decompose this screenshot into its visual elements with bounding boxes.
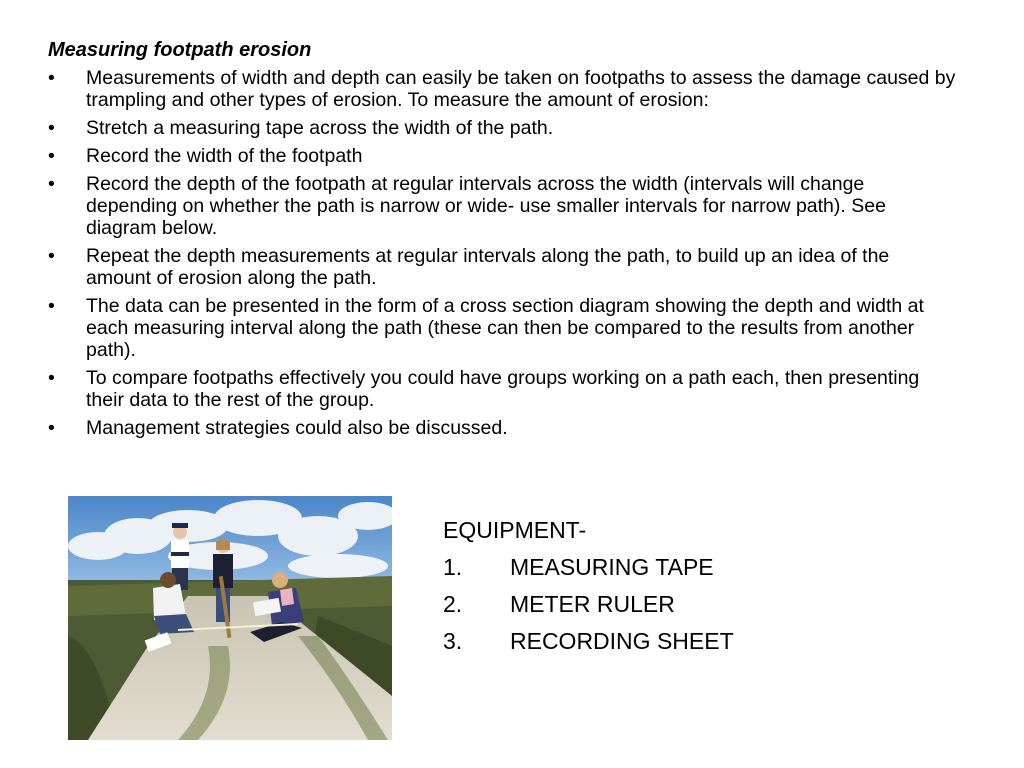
equipment-item-label: METER RULER <box>510 591 675 617</box>
bullet-marker: • <box>48 117 55 139</box>
equipment-item <box>443 623 734 660</box>
bullet-text: The data can be presented in the form of a cross section diagram showing the depth and width at each measuring interval along the path (these can then be compared to the results from another path). <box>86 295 924 361</box>
list-item <box>48 367 958 411</box>
list-item <box>48 173 958 239</box>
equipment-item-number: 3. <box>443 628 463 654</box>
footpath-photo-illustration <box>68 496 392 740</box>
bullet-text: To compare footpaths effectively you could have groups working on a path each, then presenting their data to the rest of the group. <box>86 367 920 411</box>
bullet-marker: • <box>48 145 55 167</box>
equipment-item <box>443 549 714 586</box>
bullet-text: Management strategies could also be discussed. <box>86 417 508 439</box>
list-item <box>48 245 958 289</box>
list-item <box>48 417 958 439</box>
bullet-marker: • <box>48 417 55 439</box>
equipment-item <box>443 586 675 623</box>
equipment-item-number: 1. <box>443 554 463 580</box>
equipment-item-number: 2. <box>443 591 463 617</box>
bullet-text: Record the width of the footpath <box>86 145 363 167</box>
equipment-item-label: MEASURING TAPE <box>510 554 714 580</box>
slide-title: Measuring footpath erosion <box>48 39 312 61</box>
equipment-list <box>443 512 734 660</box>
list-item <box>48 67 958 111</box>
equipment-item-label: RECORDING SHEET <box>510 628 734 654</box>
list-item <box>48 145 958 167</box>
list-item <box>48 117 958 139</box>
bullet-text: Stretch a measuring tape across the width of the path. <box>86 117 554 139</box>
bullet-marker: • <box>48 295 55 317</box>
bullet-marker: • <box>48 245 55 267</box>
bullet-text: Measurements of width and depth can easily be taken on footpaths to assess the damage caused by trampling and other types of erosion. To measure the amount of erosion: <box>86 67 956 111</box>
bullet-marker: • <box>48 367 55 389</box>
bullet-marker: • <box>48 173 55 195</box>
bullet-text: Record the depth of the footpath at regular intervals across the width (intervals will change depending on whether the path is narrow or wide- use smaller intervals for narrow path). See diagram below. <box>86 173 886 239</box>
equipment-heading: EQUIPMENT- <box>443 517 587 543</box>
list-item <box>48 295 958 361</box>
footpath-photo <box>68 496 392 740</box>
bullet-marker: • <box>48 67 55 89</box>
instruction-list <box>48 67 958 445</box>
bullet-text: Repeat the depth measurements at regular intervals along the path, to build up an idea of the amount of erosion along the path. <box>86 245 890 289</box>
